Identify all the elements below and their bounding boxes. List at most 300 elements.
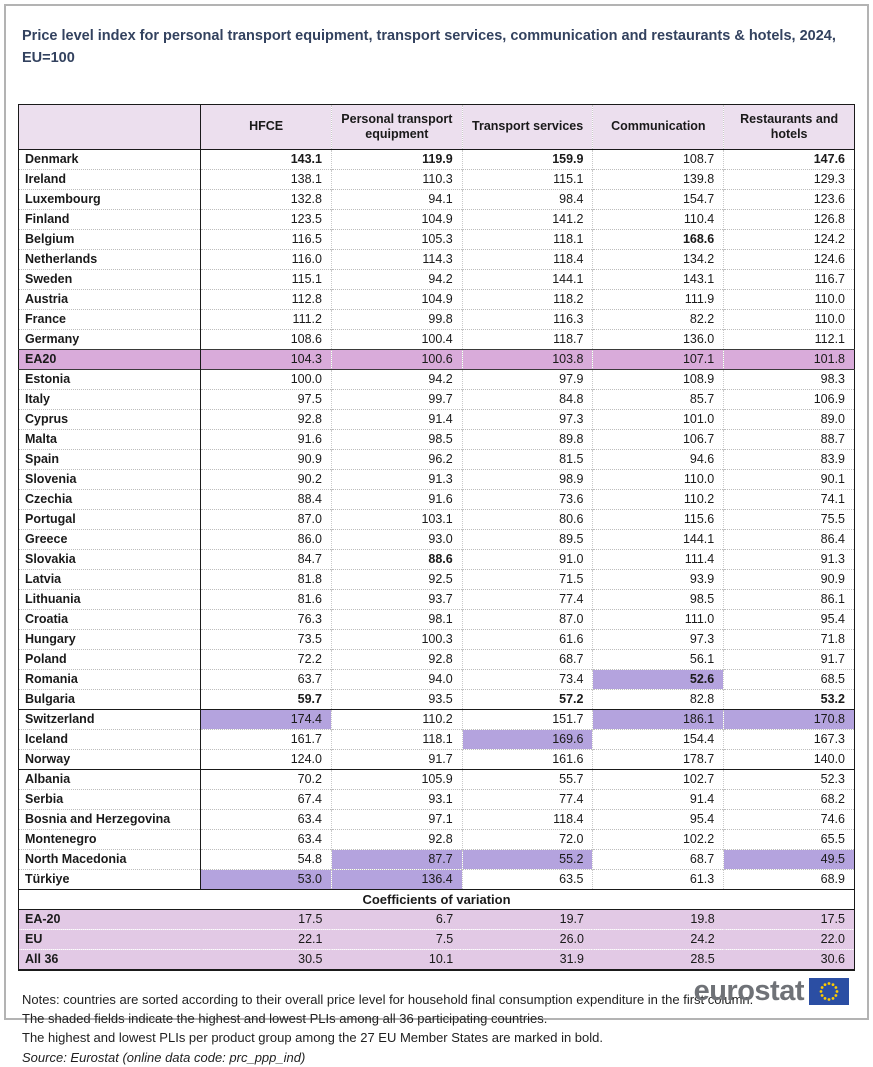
value-cell: 105.9 <box>331 769 462 789</box>
pli-table <box>18 104 855 971</box>
value-cell: 134.2 <box>593 249 724 269</box>
table-row <box>19 249 855 269</box>
value-cell: 110.0 <box>593 469 724 489</box>
value-cell: 68.7 <box>593 849 724 869</box>
table-row <box>19 749 855 769</box>
cov-value-cell: 26.0 <box>462 929 593 949</box>
value-cell: 186.1 <box>593 709 724 729</box>
table-row <box>19 849 855 869</box>
value-cell: 101.8 <box>724 349 855 369</box>
value-cell: 94.2 <box>331 269 462 289</box>
value-cell: 77.4 <box>462 789 593 809</box>
row-label: Hungary <box>19 629 201 649</box>
value-cell: 98.1 <box>331 609 462 629</box>
value-cell: 126.8 <box>724 209 855 229</box>
value-cell: 91.3 <box>331 469 462 489</box>
table-row <box>19 769 855 789</box>
table-row <box>19 329 855 349</box>
value-cell: 70.2 <box>201 769 332 789</box>
value-cell: 112.1 <box>724 329 855 349</box>
value-cell: 98.4 <box>462 189 593 209</box>
value-cell: 82.8 <box>593 689 724 709</box>
value-cell: 100.3 <box>331 629 462 649</box>
value-cell: 88.4 <box>201 489 332 509</box>
value-cell: 92.8 <box>201 409 332 429</box>
value-cell: 81.6 <box>201 589 332 609</box>
row-label: Austria <box>19 289 201 309</box>
value-cell: 110.3 <box>331 169 462 189</box>
value-cell: 170.8 <box>724 709 855 729</box>
value-cell: 98.5 <box>331 429 462 449</box>
value-cell: 68.7 <box>462 649 593 669</box>
value-cell: 106.7 <box>593 429 724 449</box>
table-row <box>19 549 855 569</box>
value-cell: 57.2 <box>462 689 593 709</box>
value-cell: 110.4 <box>593 209 724 229</box>
value-cell: 154.7 <box>593 189 724 209</box>
value-cell: 85.7 <box>593 389 724 409</box>
value-cell: 106.9 <box>724 389 855 409</box>
value-cell: 138.1 <box>201 169 332 189</box>
table-header <box>19 104 855 149</box>
value-cell: 161.6 <box>462 749 593 769</box>
value-cell: 119.9 <box>331 149 462 169</box>
value-cell: 123.6 <box>724 189 855 209</box>
value-cell: 89.8 <box>462 429 593 449</box>
row-label: Slovakia <box>19 549 201 569</box>
row-label: Greece <box>19 529 201 549</box>
table-row <box>19 809 855 829</box>
cov-value-cell: 17.5 <box>201 909 332 929</box>
value-cell: 53.0 <box>201 869 332 889</box>
value-cell: 63.4 <box>201 829 332 849</box>
value-cell: 114.3 <box>331 249 462 269</box>
table-row <box>19 869 855 889</box>
row-label: France <box>19 309 201 329</box>
header-row <box>19 104 855 149</box>
value-cell: 116.3 <box>462 309 593 329</box>
row-label: Iceland <box>19 729 201 749</box>
row-label: Belgium <box>19 229 201 249</box>
value-cell: 100.0 <box>201 369 332 389</box>
value-cell: 108.6 <box>201 329 332 349</box>
value-cell: 112.8 <box>201 289 332 309</box>
value-cell: 118.4 <box>462 809 593 829</box>
value-cell: 71.5 <box>462 569 593 589</box>
cov-value-cell: 22.1 <box>201 929 332 949</box>
value-cell: 75.5 <box>724 509 855 529</box>
value-cell: 93.1 <box>331 789 462 809</box>
cov-value-cell: 22.0 <box>724 929 855 949</box>
value-cell: 91.6 <box>331 489 462 509</box>
value-cell: 63.4 <box>201 809 332 829</box>
table-row <box>19 269 855 289</box>
table-row <box>19 389 855 409</box>
value-cell: 161.7 <box>201 729 332 749</box>
value-cell: 55.7 <box>462 769 593 789</box>
value-cell: 99.8 <box>331 309 462 329</box>
value-cell: 118.7 <box>462 329 593 349</box>
figure-title-line1: Price level index for personal transport equipment, transport services, communication and restaurants & hotels, 2024, <box>22 26 853 48</box>
value-cell: 110.2 <box>593 489 724 509</box>
value-cell: 72.2 <box>201 649 332 669</box>
row-label: Lithuania <box>19 589 201 609</box>
row-label: Poland <box>19 649 201 669</box>
row-label: Denmark <box>19 149 201 169</box>
value-cell: 49.5 <box>724 849 855 869</box>
value-cell: 147.6 <box>724 149 855 169</box>
value-cell: 98.3 <box>724 369 855 389</box>
value-cell: 71.8 <box>724 629 855 649</box>
value-cell: 110.2 <box>331 709 462 729</box>
row-label: Sweden <box>19 269 201 289</box>
value-cell: 111.0 <box>593 609 724 629</box>
value-cell: 97.3 <box>593 629 724 649</box>
table-row <box>19 729 855 749</box>
value-cell: 144.1 <box>593 529 724 549</box>
value-cell: 143.1 <box>201 149 332 169</box>
figure-frame <box>4 4 869 1020</box>
cov-value-cell: 28.5 <box>593 949 724 970</box>
value-cell: 68.9 <box>724 869 855 889</box>
value-cell: 136.0 <box>593 329 724 349</box>
value-cell: 108.7 <box>593 149 724 169</box>
row-label: Luxembourg <box>19 189 201 209</box>
value-cell: 129.3 <box>724 169 855 189</box>
table-body <box>19 149 855 970</box>
row-label: Bosnia and Herzegovina <box>19 809 201 829</box>
value-cell: 110.0 <box>724 289 855 309</box>
table-row <box>19 689 855 709</box>
value-cell: 97.9 <box>462 369 593 389</box>
value-cell: 93.5 <box>331 689 462 709</box>
value-cell: 52.3 <box>724 769 855 789</box>
value-cell: 139.8 <box>593 169 724 189</box>
table-row <box>19 409 855 429</box>
column-header: Restaurants and hotels <box>724 104 855 149</box>
cov-value-cell: 31.9 <box>462 949 593 970</box>
table-row <box>19 289 855 309</box>
column-header: Communication <box>593 104 724 149</box>
cov-value-cell: 30.6 <box>724 949 855 970</box>
value-cell: 94.6 <box>593 449 724 469</box>
value-cell: 94.2 <box>331 369 462 389</box>
figure-title <box>22 26 853 70</box>
value-cell: 53.2 <box>724 689 855 709</box>
value-cell: 86.0 <box>201 529 332 549</box>
eurostat-logo-text: eurostat <box>694 977 804 1006</box>
value-cell: 90.9 <box>724 569 855 589</box>
row-label: Italy <box>19 389 201 409</box>
value-cell: 86.1 <box>724 589 855 609</box>
value-cell: 168.6 <box>593 229 724 249</box>
value-cell: 124.0 <box>201 749 332 769</box>
value-cell: 95.4 <box>724 609 855 629</box>
row-label: Germany <box>19 329 201 349</box>
value-cell: 105.3 <box>331 229 462 249</box>
value-cell: 68.5 <box>724 669 855 689</box>
row-label: Serbia <box>19 789 201 809</box>
table-row <box>19 609 855 629</box>
value-cell: 59.7 <box>201 689 332 709</box>
row-label: Netherlands <box>19 249 201 269</box>
table-row <box>19 449 855 469</box>
value-cell: 90.1 <box>724 469 855 489</box>
value-cell: 92.8 <box>331 649 462 669</box>
value-cell: 104.3 <box>201 349 332 369</box>
value-cell: 97.5 <box>201 389 332 409</box>
table-row <box>19 209 855 229</box>
value-cell: 80.6 <box>462 509 593 529</box>
value-cell: 76.3 <box>201 609 332 629</box>
value-cell: 68.2 <box>724 789 855 809</box>
value-cell: 104.9 <box>331 289 462 309</box>
value-cell: 63.5 <box>462 869 593 889</box>
value-cell: 91.3 <box>724 549 855 569</box>
table-row <box>19 489 855 509</box>
value-cell: 115.6 <box>593 509 724 529</box>
row-label: Bulgaria <box>19 689 201 709</box>
column-header: HFCE <box>201 104 332 149</box>
value-cell: 115.1 <box>201 269 332 289</box>
value-cell: 91.0 <box>462 549 593 569</box>
cov-value-cell: 10.1 <box>331 949 462 970</box>
value-cell: 97.3 <box>462 409 593 429</box>
row-label: Norway <box>19 749 201 769</box>
column-header: Transport services <box>462 104 593 149</box>
table-row <box>19 829 855 849</box>
cov-row <box>19 929 855 949</box>
row-label: Spain <box>19 449 201 469</box>
row-label: Romania <box>19 669 201 689</box>
row-label: Ireland <box>19 169 201 189</box>
value-cell: 96.2 <box>331 449 462 469</box>
cov-row <box>19 909 855 929</box>
row-label: EA20 <box>19 349 201 369</box>
row-label: Croatia <box>19 609 201 629</box>
value-cell: 111.2 <box>201 309 332 329</box>
value-cell: 108.9 <box>593 369 724 389</box>
value-cell: 84.8 <box>462 389 593 409</box>
value-cell: 132.8 <box>201 189 332 209</box>
value-cell: 103.1 <box>331 509 462 529</box>
source-line: Source: Eurostat (online data code: prc_ppp_ind) <box>22 1049 853 1067</box>
value-cell: 73.5 <box>201 629 332 649</box>
table-row <box>19 349 855 369</box>
value-cell: 56.1 <box>593 649 724 669</box>
value-cell: 111.9 <box>593 289 724 309</box>
cov-value-cell: 24.2 <box>593 929 724 949</box>
value-cell: 77.4 <box>462 589 593 609</box>
value-cell: 91.6 <box>201 429 332 449</box>
value-cell: 102.7 <box>593 769 724 789</box>
value-cell: 61.3 <box>593 869 724 889</box>
value-cell: 104.9 <box>331 209 462 229</box>
value-cell: 115.1 <box>462 169 593 189</box>
table-row <box>19 649 855 669</box>
table-row <box>19 569 855 589</box>
table-row <box>19 229 855 249</box>
column-header: Personal transport equipment <box>331 104 462 149</box>
table-row <box>19 669 855 689</box>
row-label: North Macedonia <box>19 849 201 869</box>
value-cell: 143.1 <box>593 269 724 289</box>
row-label: Montenegro <box>19 829 201 849</box>
value-cell: 111.4 <box>593 549 724 569</box>
value-cell: 90.2 <box>201 469 332 489</box>
value-cell: 169.6 <box>462 729 593 749</box>
value-cell: 116.7 <box>724 269 855 289</box>
value-cell: 63.7 <box>201 669 332 689</box>
row-label: Switzerland <box>19 709 201 729</box>
figure-title-line2: EU=100 <box>22 48 853 70</box>
value-cell: 100.6 <box>331 349 462 369</box>
cov-row-label: EA-20 <box>19 909 201 929</box>
row-label: Portugal <box>19 509 201 529</box>
row-label: Cyprus <box>19 409 201 429</box>
value-cell: 103.8 <box>462 349 593 369</box>
cov-row <box>19 949 855 970</box>
value-cell: 74.6 <box>724 809 855 829</box>
value-cell: 88.6 <box>331 549 462 569</box>
value-cell: 91.4 <box>593 789 724 809</box>
value-cell: 92.5 <box>331 569 462 589</box>
table-row <box>19 169 855 189</box>
value-cell: 101.0 <box>593 409 724 429</box>
value-cell: 99.7 <box>331 389 462 409</box>
value-cell: 97.1 <box>331 809 462 829</box>
value-cell: 73.4 <box>462 669 593 689</box>
table-row <box>19 469 855 489</box>
value-cell: 102.2 <box>593 829 724 849</box>
eurostat-logo <box>694 977 849 1006</box>
value-cell: 92.8 <box>331 829 462 849</box>
row-label: Latvia <box>19 569 201 589</box>
cov-value-cell: 17.5 <box>724 909 855 929</box>
value-cell: 93.7 <box>331 589 462 609</box>
value-cell: 86.4 <box>724 529 855 549</box>
value-cell: 107.1 <box>593 349 724 369</box>
cov-value-cell: 7.5 <box>331 929 462 949</box>
cov-header-label: Coefficients of variation <box>19 889 855 909</box>
value-cell: 144.1 <box>462 269 593 289</box>
value-cell: 116.0 <box>201 249 332 269</box>
value-cell: 52.6 <box>593 669 724 689</box>
row-label: Finland <box>19 209 201 229</box>
note-line: The highest and lowest PLIs per product group among the 27 EU Member States are marked in bold. <box>22 1029 853 1047</box>
value-cell: 74.1 <box>724 489 855 509</box>
value-cell: 82.2 <box>593 309 724 329</box>
note-line: The shaded fields indicate the highest and lowest PLIs among all 36 participating countries. <box>22 1010 853 1028</box>
value-cell: 116.5 <box>201 229 332 249</box>
table-row <box>19 789 855 809</box>
value-cell: 93.0 <box>331 529 462 549</box>
value-cell: 98.5 <box>593 589 724 609</box>
table-row <box>19 189 855 209</box>
value-cell: 87.7 <box>331 849 462 869</box>
value-cell: 61.6 <box>462 629 593 649</box>
value-cell: 141.2 <box>462 209 593 229</box>
value-cell: 88.7 <box>724 429 855 449</box>
value-cell: 136.4 <box>331 869 462 889</box>
value-cell: 73.6 <box>462 489 593 509</box>
value-cell: 90.9 <box>201 449 332 469</box>
cov-value-cell: 19.8 <box>593 909 724 929</box>
row-label: Estonia <box>19 369 201 389</box>
value-cell: 81.8 <box>201 569 332 589</box>
table-row <box>19 309 855 329</box>
value-cell: 81.5 <box>462 449 593 469</box>
table-row <box>19 509 855 529</box>
value-cell: 151.7 <box>462 709 593 729</box>
value-cell: 89.0 <box>724 409 855 429</box>
value-cell: 89.5 <box>462 529 593 549</box>
value-cell: 87.0 <box>201 509 332 529</box>
cov-value-cell: 19.7 <box>462 909 593 929</box>
value-cell: 91.4 <box>331 409 462 429</box>
eu-flag-icon <box>809 978 849 1005</box>
note-line: Notes: countries are sorted according to their overall price level for household final consumption expenditure in the first column. <box>22 991 853 1009</box>
value-cell: 94.0 <box>331 669 462 689</box>
row-label: Türkiye <box>19 869 201 889</box>
value-cell: 118.2 <box>462 289 593 309</box>
table-row <box>19 369 855 389</box>
value-cell: 93.9 <box>593 569 724 589</box>
value-cell: 118.1 <box>331 729 462 749</box>
value-cell: 83.9 <box>724 449 855 469</box>
corner-cell <box>19 104 201 149</box>
value-cell: 118.4 <box>462 249 593 269</box>
value-cell: 87.0 <box>462 609 593 629</box>
table-row <box>19 149 855 169</box>
row-label: Slovenia <box>19 469 201 489</box>
value-cell: 84.7 <box>201 549 332 569</box>
table-row <box>19 529 855 549</box>
value-cell: 55.2 <box>462 849 593 869</box>
value-cell: 174.4 <box>201 709 332 729</box>
table-row <box>19 429 855 449</box>
cov-value-cell: 6.7 <box>331 909 462 929</box>
value-cell: 67.4 <box>201 789 332 809</box>
cov-header-row <box>19 889 855 909</box>
value-cell: 178.7 <box>593 749 724 769</box>
value-cell: 159.9 <box>462 149 593 169</box>
table-row <box>19 589 855 609</box>
table-row <box>19 709 855 729</box>
value-cell: 100.4 <box>331 329 462 349</box>
value-cell: 91.7 <box>331 749 462 769</box>
value-cell: 72.0 <box>462 829 593 849</box>
value-cell: 124.2 <box>724 229 855 249</box>
value-cell: 123.5 <box>201 209 332 229</box>
value-cell: 54.8 <box>201 849 332 869</box>
value-cell: 98.9 <box>462 469 593 489</box>
row-label: Czechia <box>19 489 201 509</box>
value-cell: 154.4 <box>593 729 724 749</box>
value-cell: 118.1 <box>462 229 593 249</box>
cov-row-label: All 36 <box>19 949 201 970</box>
table-row <box>19 629 855 649</box>
value-cell: 65.5 <box>724 829 855 849</box>
value-cell: 110.0 <box>724 309 855 329</box>
cov-value-cell: 30.5 <box>201 949 332 970</box>
row-label: Albania <box>19 769 201 789</box>
value-cell: 94.1 <box>331 189 462 209</box>
value-cell: 140.0 <box>724 749 855 769</box>
value-cell: 95.4 <box>593 809 724 829</box>
cov-row-label: EU <box>19 929 201 949</box>
value-cell: 91.7 <box>724 649 855 669</box>
